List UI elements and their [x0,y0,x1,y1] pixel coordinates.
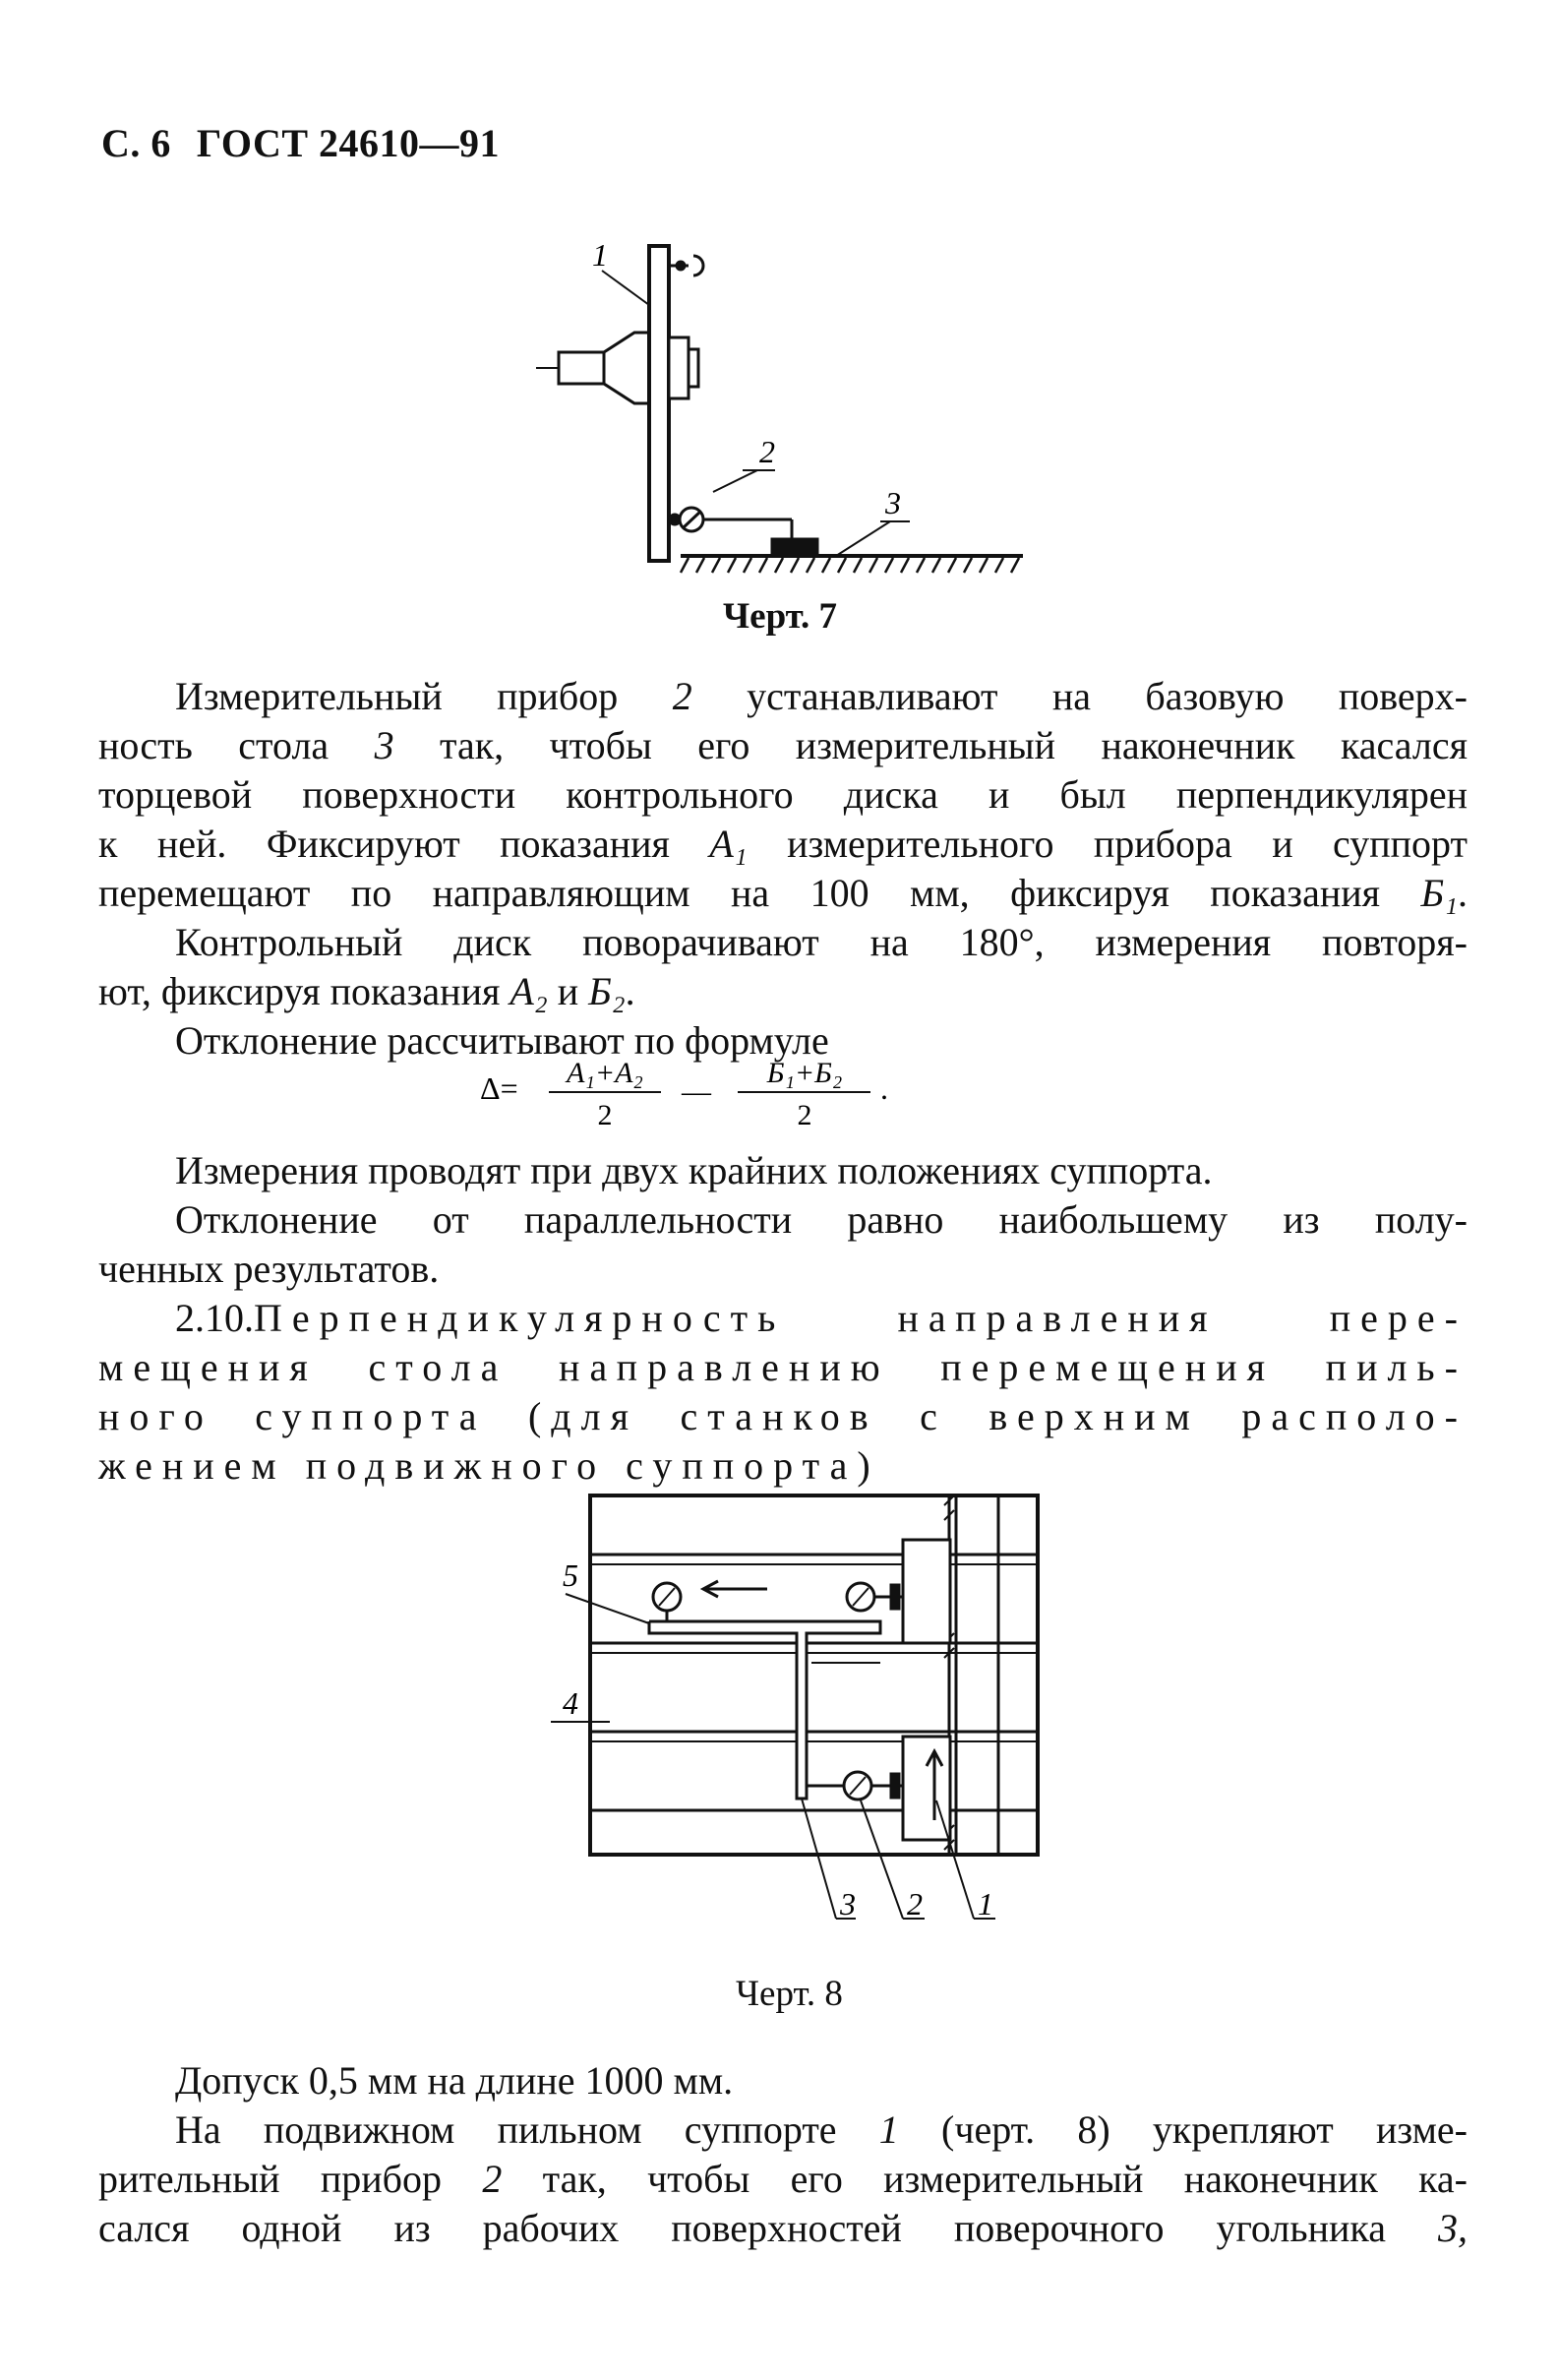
section-heading-line: 2.10.Перпендикулярность направления пере- [175,1296,1468,1340]
text-line: к ней. Фиксируют показания A₁ измерительного прибора и суппорт [98,822,1468,866]
section-number: 2.10. [175,1296,254,1340]
fig7-label-2: 2 [759,434,775,469]
paragraph-measurement-parallel [98,672,1468,1066]
text-line: рительный прибор 2 так, чтобы его измерительный наконечник ка- [98,2157,1468,2201]
text-line: ют, фиксируя показания A₂ и Б₂. [98,969,635,1013]
figure-7-drawing [511,226,1043,585]
text-line: Отклонение от параллельности равно наибольшему из полу- [175,1197,1468,1242]
figure-8-caption: Черт. 8 [736,1974,843,2014]
text-line: Измерительный прибор 2 устанавливают на базовую поверх- [175,674,1468,718]
formula-end: . [880,1070,888,1106]
text-line: Контрольный диск поворачивают на 180°, измерения повторя- [175,920,1468,964]
formula-numerator-1: A₁+A₂ [567,1057,643,1089]
text-line: Отклонение рассчитывают по формуле [175,1018,829,1063]
section-heading-line: жением подвижного суппорта) [98,1443,880,1488]
formula-minus: — [682,1075,711,1108]
fig7-label-3: 3 [885,485,901,520]
fig8-label-3: 3 [840,1886,856,1922]
fig7-label-1: 1 [592,237,608,273]
page-header [101,120,500,166]
text-line: сался одной из рабочих поверхностей поверочного угольника 3, [98,2206,1468,2250]
fig8-label-4: 4 [563,1685,578,1721]
text-line: торцевой поверхности контрольного диска и был перпендикулярен [98,772,1468,817]
page-number: С. 6 [101,121,171,165]
paragraph-section-2-10 [98,1146,1468,1491]
standard-number: ГОСТ 24610—91 [196,121,501,165]
formula-lhs: Δ= [480,1070,518,1106]
figure-7-caption: Черт. 7 [723,596,838,637]
text-line: Измерения проводят при двух крайних положениях суппорта. [175,1148,1213,1192]
text-line: перемещают по направляющим на 100 мм, фиксируя показания Б₁. [98,871,1468,915]
text-line: На подвижном пильном суппорте 1 (черт. 8) укрепляют изме- [175,2107,1468,2152]
formula-denominator-1: 2 [597,1099,613,1131]
section-heading-line: ного суппорта (для станков с верхним располо- [98,1394,1468,1438]
figure-8-drawing [511,1486,1062,1953]
paragraph-tolerance [98,2056,1468,2253]
table-hatching [681,558,1019,573]
formula-numerator-2: Б₁+Б₂ [766,1057,843,1089]
deviation-formula [472,1048,1003,1136]
text-line: ность стола 3 так, чтобы его измерительный наконечник касался [98,723,1468,767]
text-line: Допуск 0,5 мм на длине 1000 мм. [175,2058,734,2103]
text-line: ченных результатов. [98,1247,440,1291]
fig8-label-1: 1 [978,1886,993,1922]
section-heading-line: мещения стола направлению перемещения пиль- [98,1345,1468,1389]
fig8-label-5: 5 [563,1557,578,1593]
fig8-label-2: 2 [907,1886,923,1922]
formula-denominator-2: 2 [797,1099,812,1131]
